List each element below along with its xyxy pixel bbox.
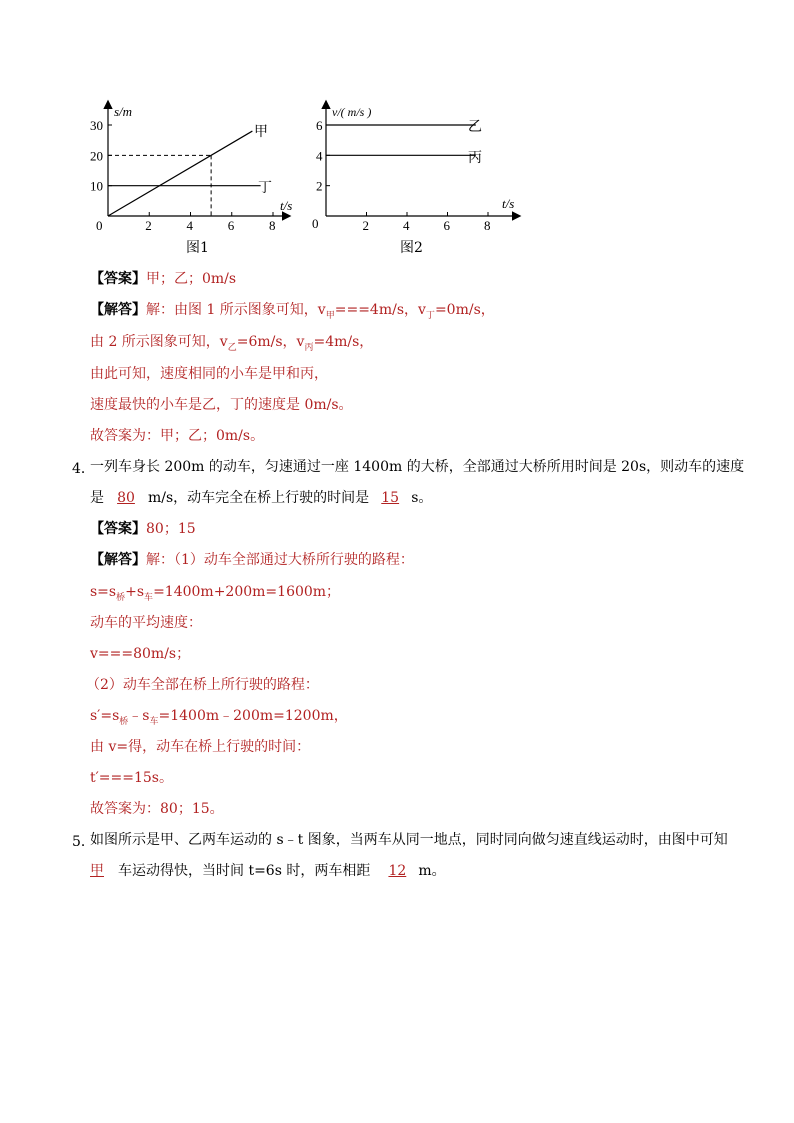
q4-analysis-line-6 bbox=[90, 707, 348, 731]
q4-l2-b: +s bbox=[125, 584, 145, 600]
q3-analysis-line-5: 故答案为：甲；乙；0m/s。 bbox=[90, 428, 265, 444]
q3-analysis-line-3: 由此可知，速度相同的小车是甲和丙， bbox=[90, 366, 328, 382]
q4-analysis-tag: 【解答】 bbox=[90, 552, 146, 568]
fig2-origin: 0 bbox=[312, 216, 319, 231]
q4-l1: 解：（1）动车全部通过大桥所行驶的路程： bbox=[146, 552, 414, 568]
q3-analysis-line-2 bbox=[90, 333, 373, 357]
fig2-caption: 图2 bbox=[400, 240, 423, 256]
fig1-ytick-label: 10 bbox=[90, 178, 103, 194]
q3-l1-a: 解：由图 1 所示图象可知，v bbox=[146, 302, 326, 318]
q4-stem2-a: 是 bbox=[90, 490, 104, 506]
q4-analysis-line-9: 故答案为：80；15。 bbox=[90, 801, 224, 817]
q4-l6-b: ﹣s bbox=[128, 708, 150, 724]
figure-2-chart bbox=[304, 98, 534, 258]
q4-stem-line-2 bbox=[90, 489, 432, 507]
q3-l1-sub2: 丁 bbox=[425, 310, 435, 321]
q3-analysis-tag: 【解答】 bbox=[90, 302, 146, 318]
q4-analysis-line-2 bbox=[90, 583, 340, 607]
q4-l2-a: s=s bbox=[90, 584, 117, 600]
q3-l1-b: ===4m/s，v bbox=[334, 302, 426, 318]
fig2-ytick-label: 2 bbox=[316, 178, 323, 194]
figures-area bbox=[84, 98, 534, 258]
q4-blank-2: 15 bbox=[381, 490, 400, 506]
q4-number: 4． bbox=[72, 461, 95, 477]
fig2-line-label-yi: 乙 bbox=[468, 119, 482, 135]
q4-answer-line bbox=[90, 520, 196, 538]
q3-l2-c: =4m/s， bbox=[313, 334, 374, 350]
q3-answer-tag: 【答案】 bbox=[90, 271, 146, 287]
q5-stem-line-1: 如图所示是甲、乙两车运动的 s﹣t 图象，当两车从同一地点，同时同向做匀速直线运动时，由图中可知 bbox=[90, 832, 728, 848]
q5-blank-1: 甲 bbox=[90, 863, 104, 879]
q4-analysis-line-1 bbox=[90, 551, 414, 569]
fig1-xtick-label: 6 bbox=[227, 218, 235, 233]
q4-answer-text: 80；15 bbox=[146, 521, 196, 537]
q4-answer-tag: 【答案】 bbox=[90, 521, 146, 537]
fig1-ytick-label: 30 bbox=[90, 118, 103, 133]
q4-stem2-b: m/s，动车完全在桥上行驶的时间是 bbox=[148, 490, 370, 506]
q4-analysis-line-4: v===80m/s； bbox=[90, 646, 191, 662]
fig2-ytick-label: 6 bbox=[316, 118, 323, 133]
q3-l1-c: =0m/s， bbox=[434, 302, 495, 318]
q4-analysis-line-5: （2）动车全部在桥上所行驶的路程： bbox=[86, 677, 319, 693]
q4-l6-a: s′=s bbox=[90, 708, 120, 724]
figure-1-chart bbox=[84, 98, 294, 258]
q4-analysis-line-8: t′===15s。 bbox=[90, 770, 173, 786]
fig2-xtick-label: 4 bbox=[403, 218, 410, 233]
q3-l1-sub1: 甲 bbox=[325, 310, 335, 321]
fig2-ytick-label: 4 bbox=[316, 148, 323, 164]
q5-blank-2: 12 bbox=[388, 863, 407, 879]
q4-l2-c: =1400m+200m=1600m； bbox=[153, 584, 341, 600]
q5-stem-line-2 bbox=[90, 862, 446, 880]
q4-l6-sub2: 车 bbox=[149, 716, 159, 727]
fig1-caption: 图1 bbox=[186, 240, 209, 256]
fig1-origin: 0 bbox=[96, 218, 103, 233]
fig1-xtick-label: 4 bbox=[186, 218, 193, 233]
fig2-xlabel: t/s bbox=[502, 196, 515, 211]
q4-stem-line-1: 一列车身长 200m 的动车，匀速通过一座 1400m 的大桥，全部通过大桥所用时间是 20s，则动车的速度 bbox=[90, 459, 745, 475]
q5-stem2-a: 车运动得快，当时间 t=6s 时，两车相距 bbox=[118, 863, 371, 879]
q3-l2-sub1: 乙 bbox=[227, 342, 237, 353]
q4-l2-sub2: 车 bbox=[144, 592, 154, 603]
q5-number: 5． bbox=[72, 834, 95, 850]
q3-l2-b: =6m/s，v bbox=[236, 334, 305, 350]
q3-l2-a: 由 2 所示图象可知，v bbox=[90, 334, 228, 350]
fig1-line-label-ding: 丁 bbox=[258, 180, 272, 196]
q4-l6-sub1: 桥 bbox=[119, 716, 129, 727]
q4-blank-1: 80 bbox=[117, 490, 135, 506]
q4-analysis-line-7: 由 v=得，动车在桥上行驶的时间： bbox=[90, 739, 311, 755]
fig2-xtick-label: 8 bbox=[484, 218, 491, 233]
fig1-xlabel: t/s bbox=[280, 198, 293, 213]
fig2-xtick-label: 6 bbox=[443, 218, 450, 233]
fig2-line-label-bing: 丙 bbox=[468, 150, 482, 166]
q3-analysis-line-1 bbox=[90, 301, 495, 325]
fig1-line-label-jia: 甲 bbox=[254, 124, 268, 140]
fig1-xtick-label: 2 bbox=[145, 218, 152, 233]
fig2-xtick-label: 2 bbox=[362, 218, 369, 233]
q4-l2-sub1: 桥 bbox=[116, 592, 126, 603]
fig1-ytick-label: 20 bbox=[90, 148, 103, 164]
q5-stem2-b: m。 bbox=[418, 863, 446, 879]
fig1-ylabel: s/m bbox=[114, 104, 133, 119]
q3-l2-sub2: 丙 bbox=[304, 342, 314, 353]
q3-answer-text: 甲；乙；0m/s bbox=[146, 271, 237, 287]
q4-l6-c: =1400m﹣200m=1200m， bbox=[158, 708, 348, 724]
q4-stem2-c: s。 bbox=[411, 490, 433, 506]
fig2-ylabel: v/( m/s ) bbox=[332, 105, 372, 119]
fig1-xtick-label: 8 bbox=[269, 218, 276, 233]
q4-analysis-line-3: 动车的平均速度： bbox=[90, 615, 202, 631]
q3-analysis-line-4: 速度最快的小车是乙，丁的速度是 0m/s。 bbox=[90, 397, 353, 413]
q3-answer-line bbox=[90, 270, 236, 288]
fig1-series-line-甲 bbox=[108, 131, 252, 216]
